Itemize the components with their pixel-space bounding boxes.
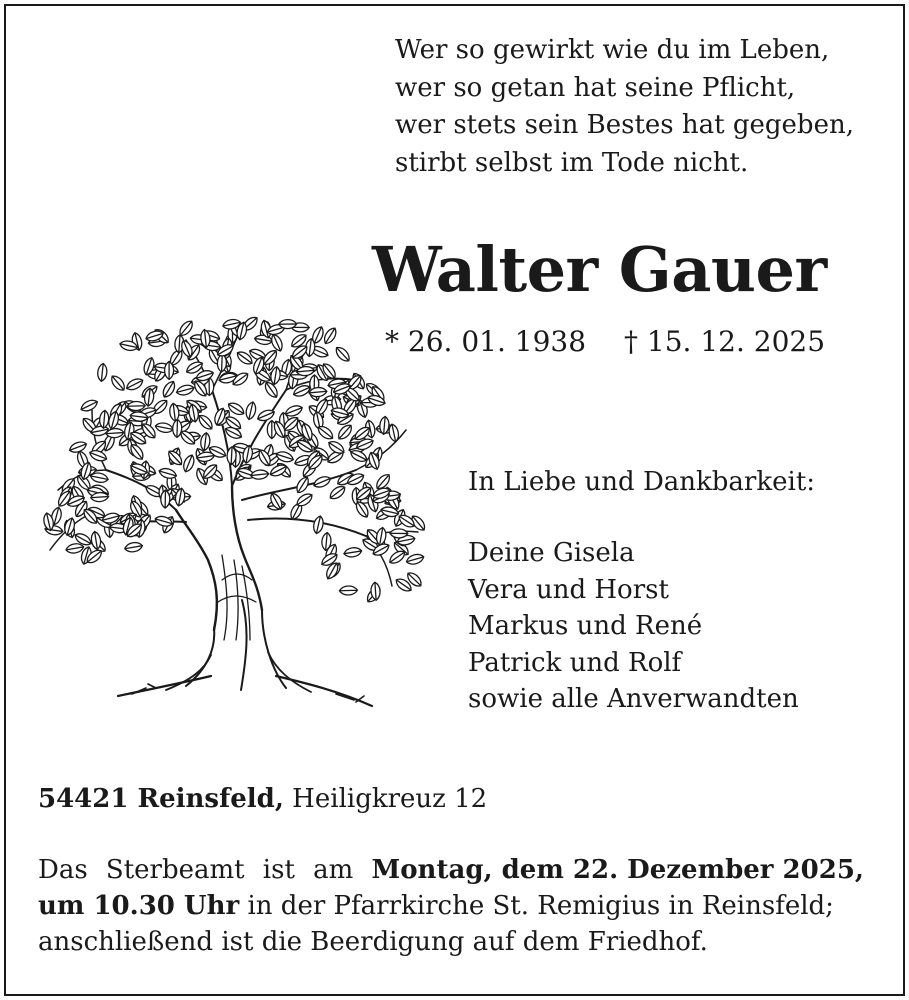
leaf-icon (161, 490, 170, 508)
life-dates (385, 322, 825, 362)
leaf-icon (165, 361, 174, 379)
notice-word: am (313, 855, 354, 885)
notice-word: Sterbeamt (105, 855, 245, 885)
leaf-icon (333, 345, 352, 364)
family-list (468, 535, 799, 718)
leaf-icon (390, 529, 408, 538)
family-member: Patrick und Rolf (468, 647, 682, 678)
leaf-icon (250, 469, 269, 480)
notice-line-1 (38, 852, 864, 888)
leaf-icon (196, 413, 215, 432)
family-member: Vera und Horst (468, 574, 669, 605)
leaf-icon (125, 376, 145, 392)
leaf-icon (312, 515, 325, 535)
leaf-icon (343, 546, 362, 558)
notice-word: ist (262, 855, 295, 885)
family-member: sowie alle Anverwandten (468, 684, 799, 714)
leaf-icon (181, 453, 196, 473)
leaf-icon (322, 326, 339, 346)
leaf-icon (155, 422, 174, 434)
leaf-icon (328, 484, 348, 502)
funeral-notice (38, 852, 864, 960)
notice-line-2 (38, 888, 864, 924)
tree-leaves (42, 314, 427, 604)
leaf-icon (269, 333, 285, 353)
notice-line-3 (38, 924, 864, 960)
leaf-icon (109, 373, 127, 393)
leaf-icon (68, 440, 88, 455)
deceased-name: Walter Gauer (372, 233, 827, 306)
notice-date: Montag, dem 22. Dezember 2025, (371, 855, 864, 885)
tree-illustration (36, 310, 428, 716)
leaf-icon (124, 541, 143, 553)
notice-time: um 10.30 Uhr (38, 891, 240, 921)
notice-burial: anschließend ist die Beerdigung auf dem Friedhof. (38, 927, 708, 957)
poem-line: wer so getan hat seine Pflicht, (395, 72, 796, 103)
birth-date: * 26. 01. 1938 (385, 325, 587, 358)
poem-line: wer stets sein Bestes hat gegeben, (395, 110, 854, 140)
leaf-icon (244, 401, 257, 421)
notice-word: Das (38, 855, 88, 885)
poem (395, 32, 854, 182)
leaf-icon (312, 474, 332, 489)
family-member: Deine Gisela (468, 538, 635, 568)
leaf-icon (79, 398, 99, 414)
thanks-heading: In Liebe und Dankbarkeit: (468, 467, 816, 497)
poem-line: stirbt selbst im Tode nicht. (395, 147, 749, 178)
leaf-icon (339, 586, 357, 596)
leaf-icon (160, 379, 177, 399)
notice-location: in der Pfarrkirche St. Remigius in Reinsfeld; (239, 891, 834, 921)
leaf-icon (97, 363, 108, 382)
address-place: 54421 Reinsfeld, (38, 784, 284, 814)
death-date: † 15. 12. 2025 (624, 325, 826, 358)
leaf-icon (175, 383, 195, 396)
address-street: Heiligkreuz 12 (283, 784, 488, 814)
leaf-icon (99, 410, 110, 429)
address (38, 780, 487, 818)
leaf-icon (279, 319, 297, 328)
family-member: Markus und René (468, 611, 703, 641)
leaf-icon (275, 450, 295, 464)
poem-line: Wer so gewirkt wie du im Leben, (395, 35, 830, 65)
